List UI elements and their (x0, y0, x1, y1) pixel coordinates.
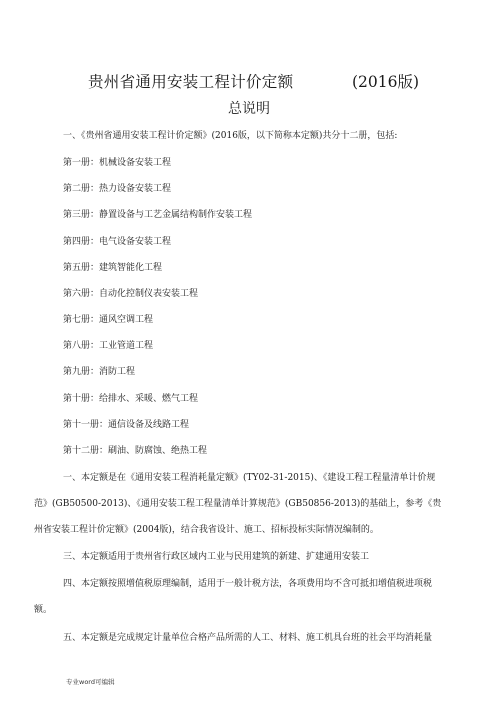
volume-item: 第六册：自动化控制仪表安装工程 (63, 289, 199, 299)
volume-item: 第十二册：刷油、防腐蚀、绝热工程 (63, 446, 208, 456)
document-title: 贵州省通用安装工程计价定额 (88, 73, 294, 91)
volume-item: 第八册：工业管道工程 (63, 341, 154, 351)
paragraph-basis-line: 州省安装工程计价定额》(2004版)，结合我省设计、施工、招标投标实际情况编制的。 (34, 525, 379, 535)
paragraph-consumption: 五、本定额是完成规定计量单位合格产品所需的人工、材料、施工机具台班的社会平均消耗量 (63, 633, 433, 643)
volume-item: 第七册：通风空调工程 (63, 315, 154, 325)
volume-item: 第十册：给排水、采暖、燃气工程 (63, 394, 199, 404)
volume-item: 第四册：电气设备安装工程 (63, 237, 172, 247)
volume-item: 第二册：热力设备安装工程 (63, 184, 172, 194)
paragraph-scope: 三、本定额适用于贵州省行政区域内工业与民用建筑的新建、扩建通用安装工 (63, 552, 370, 562)
paragraph-intro: 一、《贵州省通用安装工程计价定额》(2016版，以下简称本定额)共分十二册，包括: (63, 131, 398, 141)
document-edition: (2016版) (352, 73, 420, 91)
volume-item: 第一册：机械设备安装工程 (63, 158, 172, 168)
page-footer: 专业word可编辑 (66, 678, 115, 686)
document-subtitle: 总说明 (228, 101, 270, 117)
volume-item: 第九册：消防工程 (63, 367, 136, 377)
paragraph-vat-line: 四、本定额按照增值税原理编制，适用于一般计税方法，各项费用均不含可抵扣增值税进项税 (63, 579, 433, 589)
volume-item: 第十一册：通信设备及线路工程 (63, 420, 190, 430)
paragraph-basis-line: 一、本定额是在《通用安装工程消耗量定额》(TY02-31-2015)、《建设工程工程量清单计价规 (63, 473, 436, 483)
paragraph-vat-line: 额。 (34, 605, 53, 615)
volume-item: 第三册：静置设备与工艺金属结构制作安装工程 (63, 210, 253, 220)
volume-item: 第五册：建筑智能化工程 (63, 263, 163, 273)
paragraph-basis-line: 范》(GB50500-2013)、《通用安装工程工程量清单计算规范》(GB50856-2013)的基础上，参考《贵 (34, 499, 442, 509)
